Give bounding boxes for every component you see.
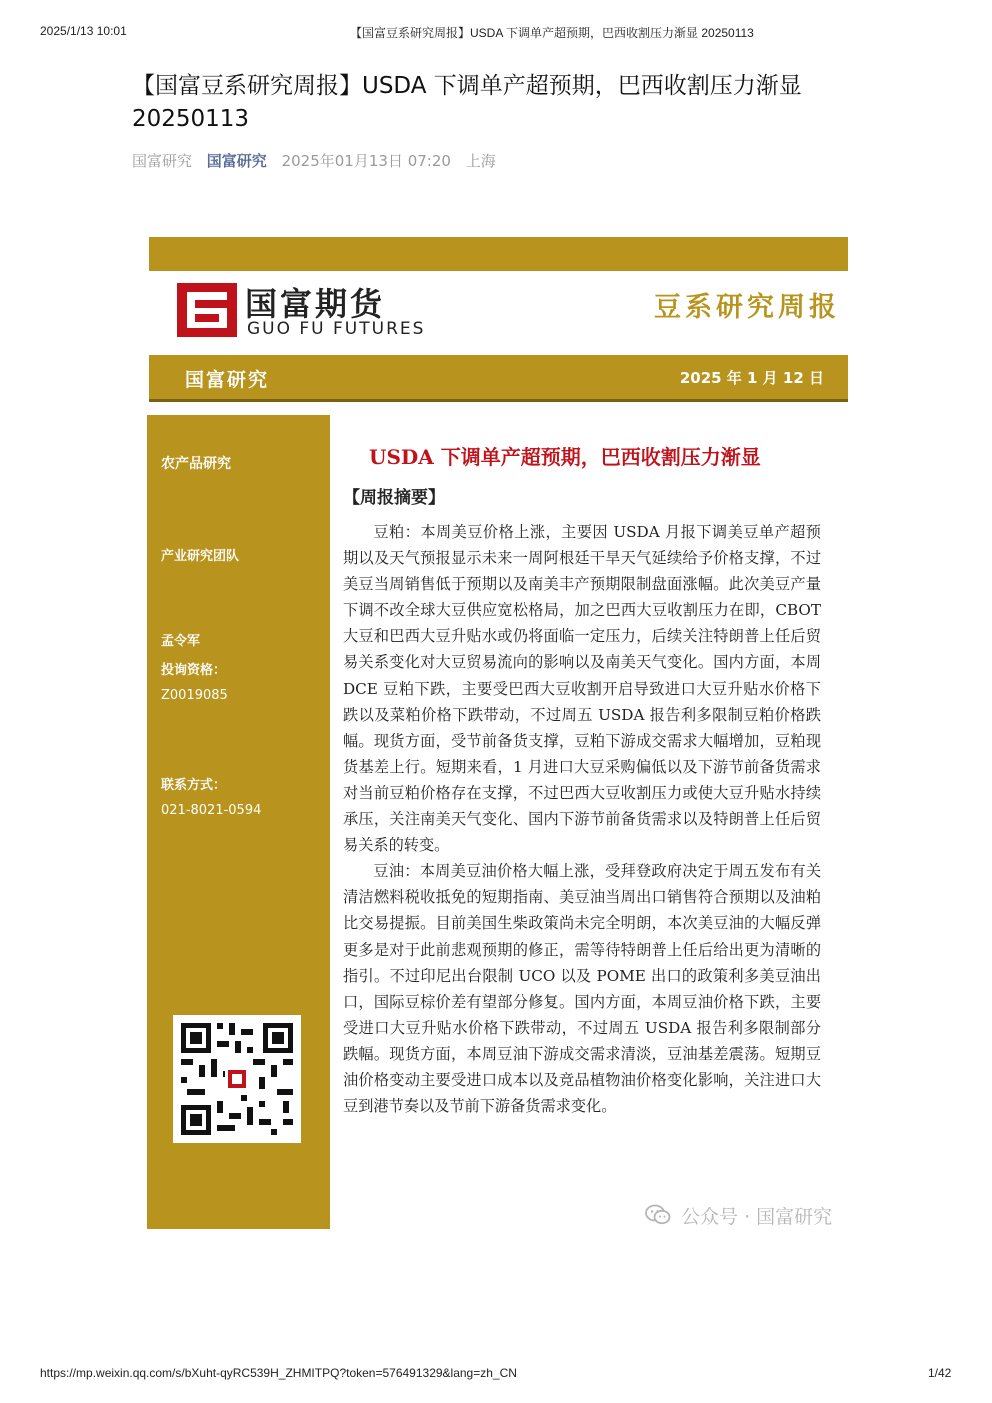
print-url: https://mp.weixin.qq.com/s/bXuht-qyRC539H_ZHMITPQ?token=576491329&lang=zh_CN <box>40 1366 517 1380</box>
company-name-en: GUO FU FUTURES <box>247 319 426 339</box>
article-meta <box>132 150 506 171</box>
company-name-cn: 国富期货 <box>245 285 386 323</box>
account-link[interactable]: 国富研究 <box>206 152 267 170</box>
report-band <box>149 355 848 402</box>
watermark-text: 公众号 · 国富研究 <box>681 1206 833 1228</box>
paragraph-soymeal: 豆粕：本周美豆价格上涨，主要因 USDA 月报下调美豆单产超预期以及天气预报显示未来一周阿根廷干旱天气延续给予价格支撑，不过美豆当周销售低于预期以及南美丰产预期限制盘面涨幅。此次美豆产量下调不改全球大豆供应宽松格局，加之巴西大豆收割压力在即，CBOT 大豆和巴西大豆升贴水或仍将面临一定压力，后续关注特朗普上任后贸易关系变化对大豆贸易流向的影响以及南美天气变化。国内方面，本周 DCE 豆粕下跌，主要受巴西大豆收割开启导致进口大豆升贴水价格下跌以及菜粕价格下跌带动，不过周五 USDA 报告利多限制豆粕价格跌幅。现货方面，受节前备货支撑，豆粕下游成交需求大幅增加，豆粕现货基差上行。短期来看，1 月进口大豆采购偏低以及下游节前备货需求对当前豆粕价格存在支撑，不过巴西大豆收割压力或使大豆升贴水持续承压，关注南美天气变化、国内下游节前备货需求以及特朗普上任后贸易关系的转变。 <box>343 523 821 855</box>
paragraph-soyoil: 豆油：本周美豆油价格大幅上涨，受拜登政府决定于周五发布有关清洁燃料税收抵免的短期指南、美豆油当周出口销售符合预期以及油粕比交易提振。目前美国生柴政策尚未完全明朗，本次美豆油的大幅反弹更多是对于此前悲观预期的修正，需等待特朗普上任后给出更为清晰的指引。不过印尼出台限制 UCO 以及 POME 出口的政策利多美豆油出口，国际豆棕价差有望部分修复。国内方面，本周豆油价格下跌，主要受进口大豆升贴水价格下跌带动，不过周五 USDA 报告利多限制部分跌幅。现货方面，本周豆油下游成交需求清淡，豆油基差震荡。短期豆油价格变动主要受进口成本以及竞品植物油价格变化影响，关注进口大豆到港节奏以及节前下游备货需求变化。 <box>343 862 821 1116</box>
sidebar-qualification-label: 投询资格： <box>161 663 227 678</box>
article-author: 国富研究 <box>132 152 193 170</box>
print-page-title: 【国富豆系研究周报】USDA 下调单产超预期，巴西收割压力渐显 20250113 <box>350 26 754 40</box>
report-page-image <box>147 237 848 1229</box>
wechat-icon <box>645 1204 671 1231</box>
print-timestamp: 2025/1/13 10:01 <box>40 24 127 38</box>
print-header <box>0 24 992 44</box>
article-title: 【国富豆系研究周报】USDA 下调单产超预期，巴西收割压力渐显 20250113 <box>132 73 802 132</box>
sidebar-analyst: 孟令军 <box>161 634 201 649</box>
report-headline: USDA 下调单产超预期，巴西收割压力渐显 <box>369 445 761 469</box>
report-type: 豆系研究周报 <box>654 292 840 323</box>
publish-datetime: 2025年01月13日 07:20 <box>281 152 451 170</box>
wechat-watermark <box>645 1202 832 1231</box>
summary-heading: 【周报摘要】 <box>343 488 445 508</box>
sidebar-phone: 021-8021-0594 <box>161 803 262 818</box>
publish-location: 上海 <box>465 152 496 170</box>
report-sidebar <box>147 415 330 1229</box>
report-top-bar <box>149 237 848 271</box>
band-label: 国富研究 <box>185 369 270 391</box>
sidebar-category: 农产品研究 <box>161 456 231 472</box>
sidebar-qualification-number: Z0019085 <box>161 688 228 703</box>
report-body <box>343 519 821 1119</box>
sidebar-contact-label: 联系方式： <box>161 778 227 793</box>
company-logo-icon <box>177 283 237 337</box>
sidebar-team: 产业研究团队 <box>161 549 240 564</box>
qr-code-icon <box>173 1015 301 1143</box>
print-page-number: 1/42 <box>928 1366 952 1380</box>
report-date: 2025 年 1 月 12 日 <box>679 369 824 387</box>
